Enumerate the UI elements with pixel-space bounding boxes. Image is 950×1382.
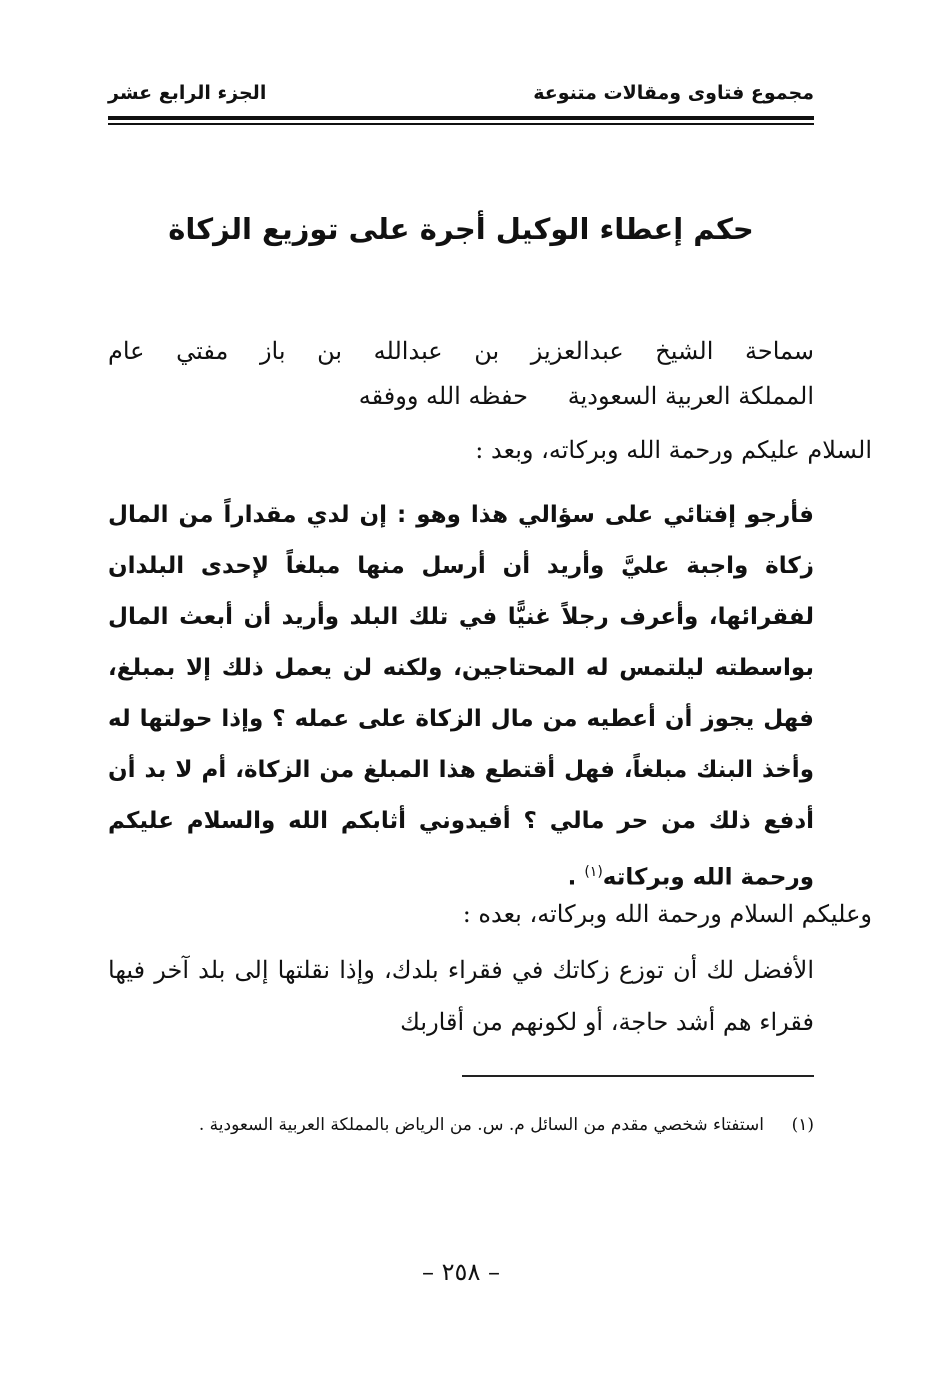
question-greeting: السلام عليكم ورحمة الله وبركاته، وبعد : [475, 436, 872, 464]
footnote [108, 1108, 814, 1142]
header-rule-thin [108, 123, 814, 125]
footnote-number: (١) [791, 1115, 814, 1135]
footnote-separator [462, 1075, 814, 1077]
question-text: فأرجو إفتائي على سؤالي هذا وهو : إن لدي مقداراً من المال زكاة واجبة عليَّ وأريد أن أرسل منها مبلغاً لإحدى البلدان لفقرائها، وأعرف رجلاً غنيًّا في تلك البلد وأريد أن أبعث المال بواسطته ليلتمس له المحتاجين، ولكنه لن يعمل ذلك إلا بمبلغ، فهل يجوز أن أعطيه من مال الزكاة على عمله ؟ وإذا حولتها له وأخذ البنك مبلغاً، فهل أقتطع هذا المبلغ من الزكاة، أم لا بد أن أدفع ذلك من حر مالي ؟ أفيدوني أثابكم الله والسلام عليكم ورحمة الله وبركاته [108, 502, 814, 891]
address-country: المملكة العربية السعودية [567, 382, 814, 410]
question-end: . [567, 864, 577, 891]
address-line-2 [108, 370, 814, 422]
book-title: مجموع فتاوى ومقالات متنوعة [533, 82, 814, 104]
answer-paragraph: الأفضل لك أن توزع زكاتك في فقراء بلدك، وإذا نقلتها إلى بلد آخر فيها فقراء هم أشد حاجة، أو لكونهم من أقاربك [108, 956, 814, 1036]
header-rule-thick [108, 116, 814, 120]
question-paragraph [108, 490, 814, 904]
page-number: – ٢٥٨ – [422, 1258, 500, 1286]
volume-label: الجزء الرابع عشر [108, 82, 267, 104]
page-title: حكم إعطاء الوكيل أجرة على توزيع الزكاة [168, 212, 754, 246]
footnote-reference[interactable]: (١) [584, 864, 603, 880]
footnote-text: استفتاء شخصي مقدم من السائل م. س. من الرياض بالمملكة العربية السعودية . [198, 1115, 764, 1135]
address-blessing: حفظه الله ووفقه [358, 382, 528, 410]
address-line-1: سماحة الشيخ عبدالعزيز بن عبدالله بن باز مفتي عام [108, 337, 814, 365]
answer-greeting: وعليكم السلام ورحمة الله وبركاته، بعده : [462, 900, 872, 928]
running-header [108, 82, 814, 112]
